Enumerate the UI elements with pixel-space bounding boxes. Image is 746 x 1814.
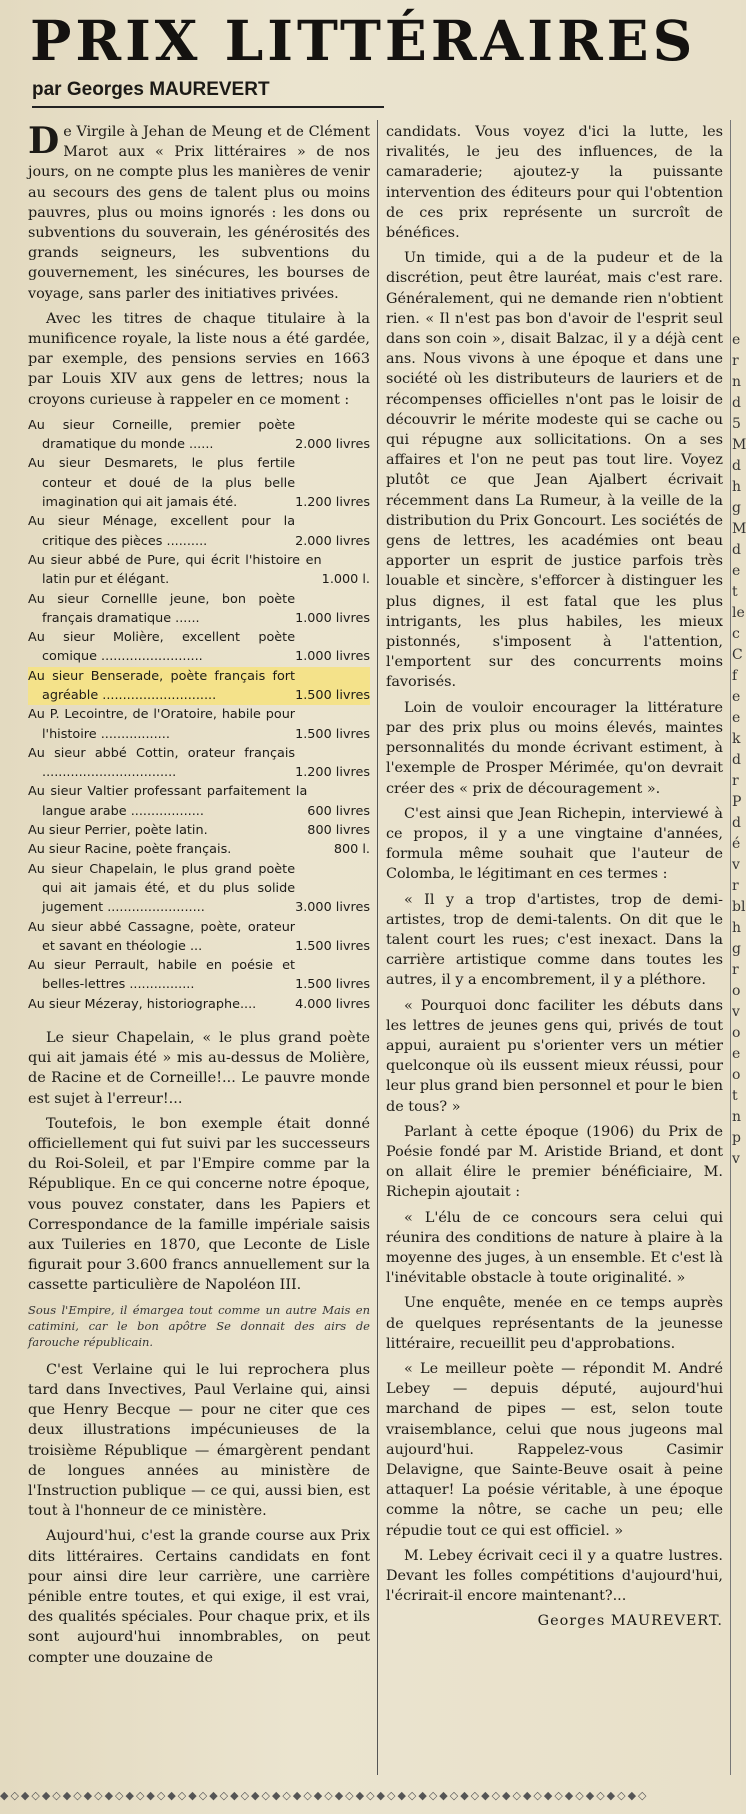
pension-entry xyxy=(28,860,370,918)
paragraph: C'est Verlaine qui le lui reprochera plus tard dans Invectives, Paul Verlaine qui, ainsi que Henry Becque — pour ne citer que ces deux illustrations impécunieuses de la troisième République — émargèrent pendant de longues années au ministère de l'Instruction publique — ce qui, aussi bien, est tout à l'honneur de ce ministère. xyxy=(28,1361,370,1520)
column-right xyxy=(386,122,723,1632)
intro-text: e Virgile à Jehan de Meung et de Clément Marot aux « Prix littéraires » de nos jours, on ne compte plus les manières de venir au secours des gens de talent plus ou moins pauvres, plus ou moins ignorés : les dons ou subventions du souverain, les générosités des grands seigneurs, les subventions du gouvernement, les sinécures, les bourses de voyage, sans parler des initiatives privées. xyxy=(28,124,370,302)
pension-amount: 800 livres xyxy=(307,823,370,839)
pension-entry xyxy=(28,512,370,551)
pension-recipient: Au sieur abbé Cottin, orateur français ................................. xyxy=(28,745,296,781)
pension-entry-highlighted xyxy=(28,667,370,706)
pension-amount: 1.500 livres xyxy=(295,726,370,742)
column-left xyxy=(28,122,370,1673)
paragraph: Parlant à cette époque (1906) du Prix de Poésie fondé par M. Aristide Briand, et dont on allait élire le premier bénéficiaire, M. Richepin ajoutait : xyxy=(386,1123,723,1201)
paragraph: Une enquête, menée en ce temps auprès de quelques représentants de la jeunesse littéraire, recueillit peu d'approbations. xyxy=(386,1295,723,1352)
pension-amount: 1.500 livres xyxy=(295,688,370,703)
pension-entry xyxy=(28,821,370,840)
pension-recipient: Au sieur abbé de Pure, qui écrit l'histoire en latin pur et élégant. xyxy=(28,552,322,588)
pension-entry xyxy=(28,995,370,1014)
pension-recipient: Au sieur Valtier professant parfaitement la langue arabe .................. xyxy=(28,784,308,819)
article-title: PRIX LITTÉRAIRES xyxy=(30,8,697,73)
column-rule-right xyxy=(730,120,731,1775)
paragraph: candidats. Vous voyez d'ici la lutte, les rivalités, le jeu des influences, de la camaraderie; ajoutez-y la puissante intervention des éditeurs pour qui l'obtention de ces prix représente un surcroît de bénéfices. xyxy=(386,124,723,242)
paragraph: Avec les titres de chaque titulaire à la munificence royale, la liste nous a été gardée, par exemple, des pensions servies en 1663 par Louis XIV aux gens de lettres; nous la croyons curieuse à rappeler en ce moment : xyxy=(28,310,370,408)
signature: Georges MAUREVERT. xyxy=(537,1613,723,1630)
pension-entry xyxy=(28,782,370,821)
pension-recipient: Au sieur Corneille, premier poète dramatique du monde ...... xyxy=(28,417,296,453)
pension-amount: 1.500 livres xyxy=(295,977,370,993)
pension-amount: 1.200 livres xyxy=(295,765,370,781)
verse-quote: Sous l'Empire, il émargea tout comme un autre Mais en catimini, car le bon apôtre Se donnait des airs de farouche républicain. xyxy=(28,1302,370,1349)
pension-amount: 1.000 livres xyxy=(295,610,370,626)
paragraph: C'est ainsi que Jean Richepin, interviewé à ce propos, il y a une vingtaine d'années, formula même souhait que l'auteur de Colomba, le légitimant en ces termes : xyxy=(386,805,723,883)
pension-entry xyxy=(28,454,370,512)
pension-amount: 2.000 livres xyxy=(295,437,370,453)
pension-recipient: Au sieur abbé Cassagne, poète, orateur et savant en théologie ... xyxy=(28,919,296,954)
paragraph: M. Lebey écrivait ceci il y a quatre lustres. Devant les folles compétitions d'aujourd'hui, l'écrirait-il encore maintenant?... xyxy=(386,1547,723,1605)
pension-amount: 600 livres xyxy=(307,803,370,819)
pension-amount: 2.000 livres xyxy=(295,533,370,549)
pension-recipient: Au sieur Perrault, habile en poésie et belles-lettres ................ xyxy=(28,958,296,993)
pension-recipient: Au sieur Ménage, excellent pour la critique des pièces .......... xyxy=(28,514,296,549)
pension-amount: 1.500 livres xyxy=(295,938,370,954)
intro-paragraph xyxy=(28,122,370,304)
pension-amount: 3.000 livres xyxy=(295,900,370,916)
paragraph: « L'élu de ce concours sera celui qui réunira des conditions de nature à plaire à la moyenne des juges, à un ensemble. Et c'est là l'inévitable obstacle à toute originalité. » xyxy=(386,1209,723,1287)
pension-recipient: Au sieur Benserade, poète français fort agréable ............................ xyxy=(28,668,296,703)
pension-entry xyxy=(28,705,370,744)
column-rule xyxy=(377,120,378,1775)
pension-recipient: Au sieur Perrier, poète latin. xyxy=(28,823,208,839)
paragraph: Loin de vouloir encourager la littérature par des prix plus ou moins élevés, maintes personnalités du monde écrivant estiment, à l'exemple de Prosper Mérimée, qu'on devrait créer des « prix de découragement ». xyxy=(386,699,723,797)
pension-entry xyxy=(28,840,370,859)
pension-recipient: Au sieur Molière, excellent poète comique ......................... xyxy=(28,630,296,665)
byline: par Georges MAUREVERT xyxy=(32,76,384,108)
paragraph: « Pourquoi donc faciliter les débuts dans les lettres de jeunes gens qui, privés de tout appui, auraient pu s'orienter vers un métier quelconque où ils eussent mieux réussi, pour leur plus grand bien personnel et pour le bien de tous? » xyxy=(386,997,723,1115)
pension-entry xyxy=(28,628,370,667)
pension-entry xyxy=(28,551,370,590)
drop-cap: D xyxy=(28,120,60,162)
pension-amount: 1.200 livres xyxy=(295,495,370,511)
paragraph: Aujourd'hui, c'est la grande course aux Prix dits littéraires. Certains candidats en font pour ainsi dire leur carrière, une carrière pénible entre toutes, et qui exige, il est vrai, des qualités spéciales. Pour chaque prix, et ils sont aujourd'hui innombrables, on peut compter une douzaine de xyxy=(28,1528,370,1666)
pension-recipient: Au P. Lecointre, de l'Oratoire, habile pour l'histoire ................. xyxy=(28,707,296,742)
pension-entry xyxy=(28,956,370,995)
pension-recipient: Au sieur Chapelain, le plus grand poète qui ait jamais été, et du plus solide jugement ........................ xyxy=(28,861,296,916)
decorative-border: ◆◇◆◇◆◇◆◇◆◇◆◇◆◇◆◇◆◇◆◇◆◇◆◇◆◇◆◇◆◇◆◇◆◇◆◇◆◇◆◇◆◇◆◇◆◇◆◇◆◇◆◇◆◇◆◇◆◇◆◇◆◇ xyxy=(0,1789,649,1802)
pension-amount: 1.000 livres xyxy=(295,649,370,665)
pension-list xyxy=(28,416,370,1014)
pension-entry xyxy=(28,918,370,957)
paragraph: Un timide, qui a de la pudeur et de la discrétion, peut être lauréat, mais c'est rare. Généralement, qui ne demande rien n'obtient rien. « Il n'est pas bon d'avoir de l'esprit seul dans son coin », disait Balzac, il y a déjà cent ans. Nous vivons à une époque et dans une société où les distributeurs de lauriers et de récompenses officielles n'ont pas le loisir de découvrir le mérite modeste qui se cache ou qui répugne aux sollicitations. On a ses affaires et l'on ne peut pas tout lire. Voyez plutôt ce que Jean Ajalbert écrivait récemment dans La Rumeur, à la veille de la distribution du Prix Goncourt. Les sociétés de gens de lettres, les académies ont beau apporter un esprit de justice parfois très louable et sincère, s'efforcer à distinguer les plus dignes, il est fatal que les plus intrigants, les plus habiles, les mieux pistonnés, s'imposent à l'attention, l'emportent sur des concurrents moins favorisés. xyxy=(386,250,723,691)
pension-amount: 1.000 l. xyxy=(321,572,370,588)
paragraph: « Le meilleur poète — répondit M. André Lebey — depuis député, aujourd'hui marchand de pipes — est, selon toute vraisemblance, celui que nous jugeons mal aujourd'hui. Rappelez-vous Casimir Delavigne, que Sainte-Beuve osait à peine attaquer! La poésie véritable, à une époque comme la nôtre, se cache un peu; elle répudie tout ce qui est officiel. » xyxy=(386,1360,723,1539)
pension-entry xyxy=(28,590,370,629)
paragraph: Le sieur Chapelain, « le plus grand poète qui ait jamais été » mis au-dessus de Molière, de Racine et de Corneille!... Le pauvre monde est sujet à l'erreur!... xyxy=(28,1030,370,1107)
pension-recipient: Au sieur Racine, poète français. xyxy=(28,842,232,858)
adjacent-column-fragments: e r n d 5 M d h g M d e t le c C f e e k d r P d é v r bl h g r o v o e o t n p v xyxy=(732,332,746,1167)
pension-amount: 800 l. xyxy=(333,842,370,858)
pension-recipient: Au sieur Desmarets, le plus fertile conteur et doué de la plus belle imagination qui ait jamais été. xyxy=(28,456,296,511)
paragraph: « Il y a trop d'artistes, trop de demi-artistes, trop de demi-talents. On dit que le talent court les rues; c'est inexact. Dans la carrière artistique comme dans toutes les autres, il y a encombrement, il y a pléthore. xyxy=(386,891,723,989)
pension-recipient: Au sieur Cornellle jeune, bon poète français dramatique ...... xyxy=(28,591,296,626)
pension-amount: 4.000 livres xyxy=(295,996,370,1012)
pension-recipient: Au sieur Mézeray, historiographe.... xyxy=(28,996,257,1012)
pension-entry xyxy=(28,416,370,455)
pension-entry xyxy=(28,744,370,783)
paragraph: Toutefois, le bon exemple était donné officiellement qui fut suivi par les successeurs du Roi-Soleil, et par l'Empire comme par la République. En ce qui concerne notre époque, vous pouvez constater, dans les Papiers et Correspondance de la famille impériale saisis aux Tuileries en 1870, que Leconte de Lisle figurait pour 3.600 francs annuellement sur la cassette particulière de Napoléon III. xyxy=(28,1115,370,1294)
